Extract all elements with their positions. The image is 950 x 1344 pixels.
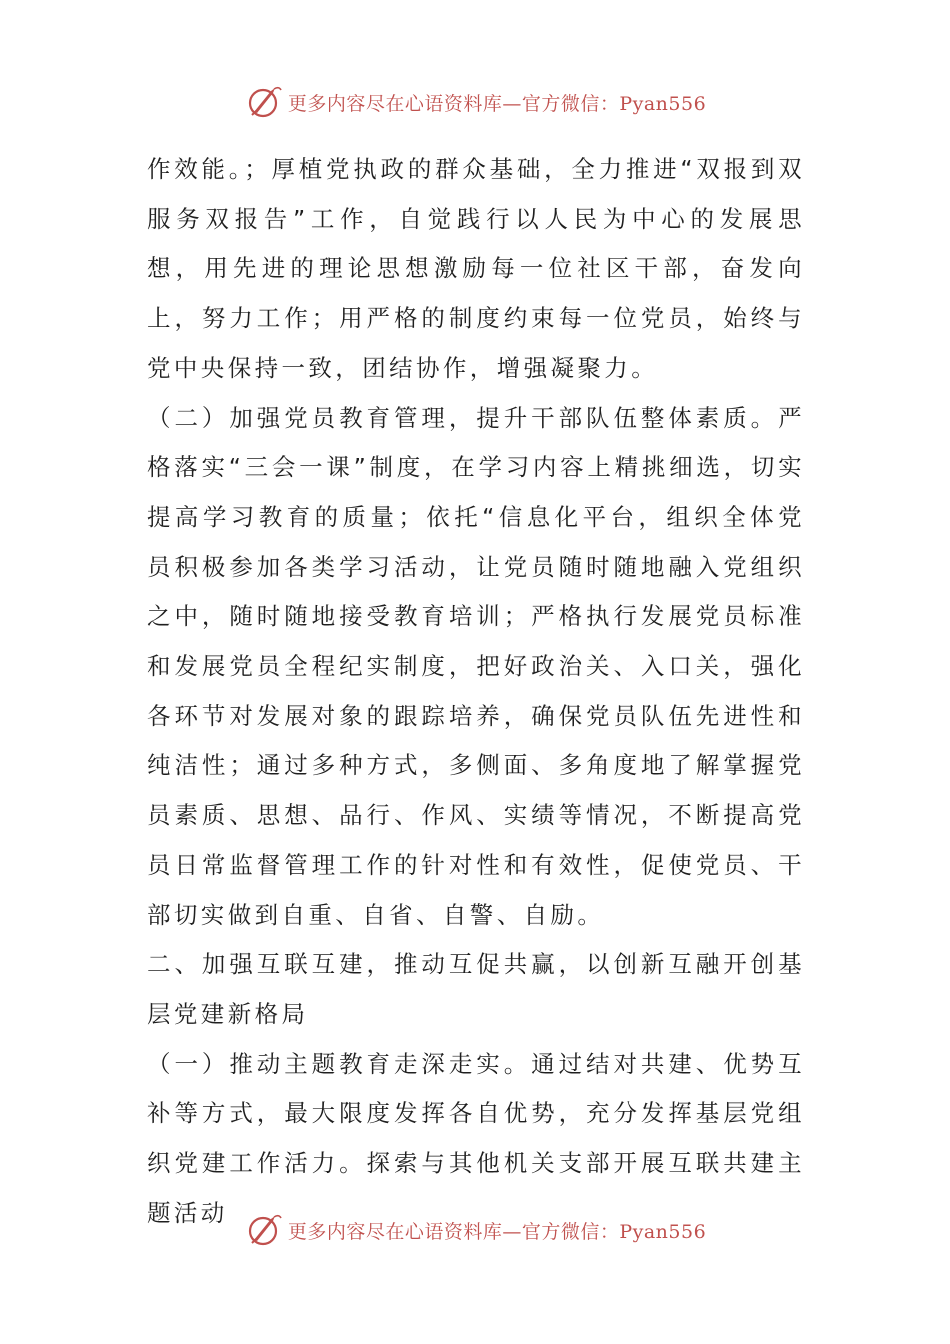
footer-banner-text: 更多内容尽在心语资料库—官方微信：Pyan556 [287,1220,707,1243]
paragraph-1: 作效能。；厚植党执政的群众基础，全力推进“双报到双服务双报告”工作，自觉践行以人民为中心的发展思想，用先进的理论思想激励每一位社区干部，奋发向上，努力工作；用严格的制度约束每一位党员，始终与党中央保持一致，团结协作，增强凝聚力。 [147,155,805,382]
paragraph-3: （一）推动主题教育走深走实。通过结对共建、优势互补等方式，最大限度发挥各自优势，充分发挥基层党组织党建工作活力。探索与其他机关支部开展互联共建主题活动 [147,1049,805,1227]
paragraph-2: （二）加强党员教育管理，提升干部队伍整体素质。严格落实“三会一课”制度，在学习内容上精挑细选，切实提高学习教育的质量；依托“信息化平台，组织全体党员积极参加各类学习活动，让党员随时随地融入党组织之中，随时随地接受教育培训；严格执行发展党员标准和发展党员全程纪实制度，把好政治关、入口关，强化各环节对发展对象的跟踪培养，确保党员队伍先进性和纯洁性；通过多种方式，多侧面、多角度地了解掌握党员素质、思想、品行、作风、实绩等情况，不断提高党员日常监督管理工作的针对性和有效性，促使党员、干部切实做到自重、自省、自警、自励。 [147,403,805,929]
quill-pen-logo-icon [244,82,284,122]
header-banner-text: 更多内容尽在心语资料库—官方微信：Pyan556 [287,92,707,115]
footer-banner [0,1208,950,1252]
quill-pen-logo-icon [244,1210,284,1250]
section-heading: 二、加强互联互建，推动互促共赢，以创新互融开创基层党建新格局 [147,950,805,1028]
document-body [147,145,805,1238]
header-banner [0,80,950,124]
